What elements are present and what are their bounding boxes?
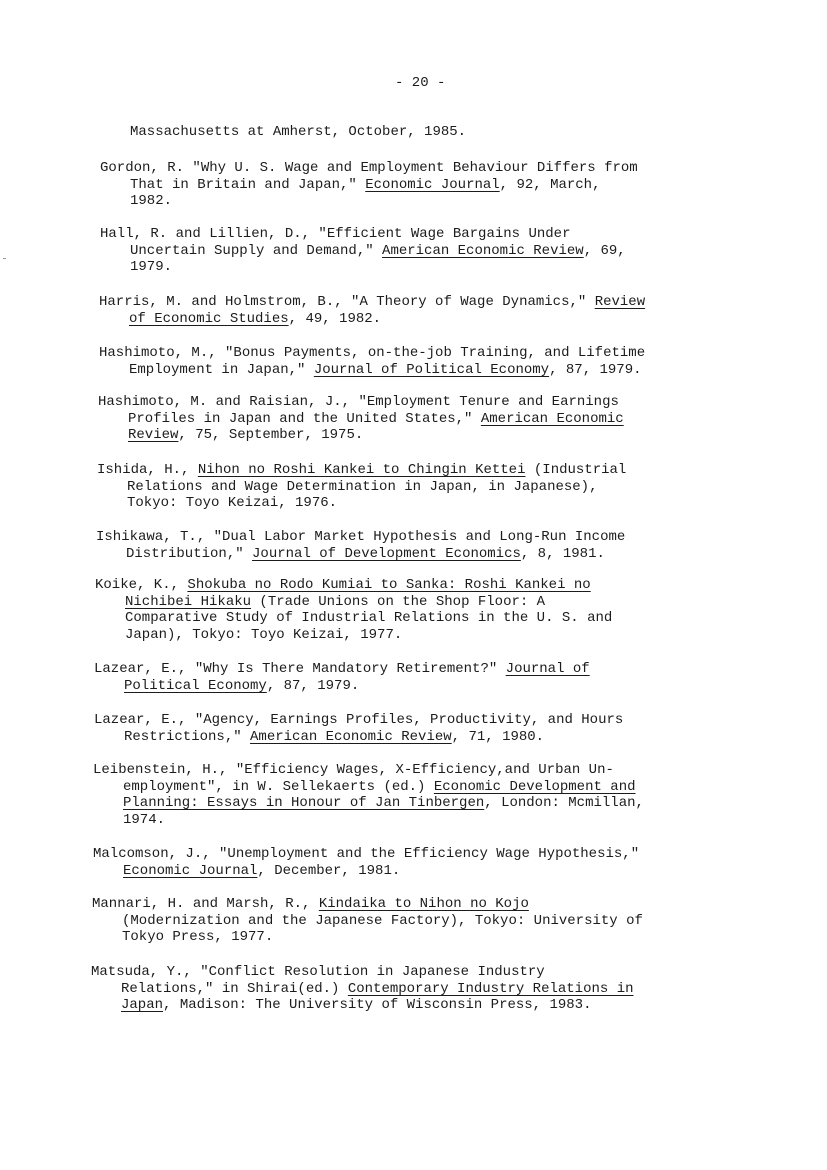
- reference-entry: [99, 345, 645, 378]
- reference-line: [97, 479, 626, 496]
- publication-title: Journal of Development Economics: [252, 545, 521, 562]
- reference-text: Restrictions,": [124, 728, 251, 745]
- reference-line: [100, 259, 626, 276]
- reference-line: [91, 981, 634, 998]
- reference-line: [91, 964, 634, 981]
- reference-entry: [95, 577, 612, 643]
- reference-line: [100, 177, 638, 194]
- reference-text: 1974.: [123, 811, 166, 828]
- reference-line: [94, 678, 590, 695]
- reference-line: [94, 729, 623, 746]
- reference-entry: [93, 762, 644, 828]
- reference-line: [93, 846, 639, 863]
- reference-line: [95, 577, 612, 594]
- reference-text: , December, 1981.: [257, 862, 401, 879]
- reference-line: [92, 929, 643, 946]
- reference-line: [99, 311, 645, 328]
- reference-text: Uncertain Supply and Demand,": [130, 242, 383, 259]
- reference-text: Mannari, H. and Marsh, R.,: [92, 896, 319, 912]
- reference-text: , 49, 1982.: [288, 310, 382, 327]
- reference-text: Tokyo Press, 1977.: [122, 929, 274, 945]
- reference-text: , London: Mcmillan,: [484, 795, 644, 811]
- reference-entry: [96, 529, 625, 562]
- reference-text: Hall, R. and Lillien, D., "Efficient Wage Bargains Under: [100, 226, 571, 242]
- reference-text: Harris, M. and Holmstrom, B., "A Theory of Wage Dynamics,": [99, 294, 595, 310]
- reference-text: 1979.: [130, 259, 173, 275]
- publication-title: Economic Development and: [433, 778, 636, 795]
- reference-entry: [91, 964, 634, 1014]
- publication-title: Nihon no Roshi Kankei to Chingin Kettei: [197, 462, 526, 478]
- reference-text: Tokyo: Toyo Keizai, 1976.: [127, 495, 338, 511]
- reference-line: [93, 779, 644, 796]
- reference-line: [94, 712, 623, 729]
- reference-text: Hashimoto, M., "Bonus Payments, on-the-job Training, and Lifetime: [99, 345, 646, 361]
- reference-line: [96, 529, 625, 546]
- reference-entry: [92, 896, 643, 946]
- reference-line: [92, 896, 643, 913]
- reference-entry: [93, 846, 639, 879]
- reference-text: Distribution,": [126, 545, 253, 562]
- reference-line: [97, 495, 626, 512]
- reference-text: Relations and Wage Determination in Japan, in Japanese),: [127, 478, 598, 495]
- publication-title: American Economic: [480, 410, 624, 427]
- publication-title: Political Economy: [124, 677, 267, 694]
- publication-title: Planning: Essays in Honour of Jan Tinbergen: [123, 795, 485, 811]
- reference-text: , 87, 1979.: [266, 677, 360, 694]
- reference-text: (Industrial: [525, 462, 627, 478]
- reference-line: [95, 594, 612, 611]
- publication-title: Review: [128, 427, 179, 443]
- reference-text: Relations," in Shirai(ed.): [121, 980, 348, 997]
- reference-line: [100, 226, 626, 243]
- publication-title: Journal of Political Economy: [313, 361, 550, 378]
- reference-text: Lazear, E., "Agency, Earnings Profiles, Productivity, and Hours: [94, 712, 624, 728]
- reference-line: [98, 427, 624, 444]
- reference-entry: [98, 394, 624, 444]
- reference-text: Matsuda, Y., "Conflict Resolution in Japanese Industry: [91, 964, 545, 980]
- publication-title: Economic Journal: [123, 862, 258, 879]
- publication-title: of Economic Studies: [129, 310, 289, 327]
- reference-line: [95, 610, 612, 627]
- reference-line: [92, 913, 643, 930]
- reference-text: (Modernization and the Japanese Factory), Tokyo: University of: [122, 912, 643, 929]
- publication-title: Contemporary Industry Relations in: [347, 980, 634, 997]
- publication-title: American Economic Review: [382, 242, 584, 259]
- reference-line: [98, 411, 624, 428]
- reference-text: , 92, March,: [499, 176, 601, 193]
- reference-text: , 87, 1979.: [549, 361, 642, 378]
- reference-line: [94, 661, 590, 678]
- margin-mark: [3, 258, 6, 259]
- page-number: - 20 -: [395, 75, 446, 91]
- reference-text: Gordon, R. "Why U. S. Wage and Employment Behaviour Differs from: [100, 160, 638, 176]
- reference-text: Japan), Tokyo: Toyo Keizai, 1977.: [125, 626, 403, 643]
- reference-text: , 71, 1980.: [451, 728, 545, 745]
- reference-text: , Madison: The University of Wisconsin Press, 1983.: [163, 997, 592, 1013]
- reference-line: [93, 762, 644, 779]
- reference-line: [100, 243, 626, 260]
- reference-line: [99, 345, 645, 362]
- reference-line: [93, 795, 644, 812]
- reference-entry: [100, 160, 638, 210]
- publication-title: Japan: [121, 997, 164, 1013]
- reference-text: Malcomson, J., "Unemployment and the Efficiency Wage Hypothesis,": [93, 846, 640, 862]
- reference-text: , 8, 1981.: [520, 545, 605, 562]
- reference-line: [93, 863, 639, 880]
- reference-text: That in Britain and Japan,": [130, 176, 366, 193]
- publication-title: Nichibei Hikaku: [125, 593, 252, 610]
- reference-line: [95, 627, 612, 644]
- reference-text: Lazear, E., "Why Is There Mandatory Retirement?": [94, 661, 506, 677]
- publication-title: American Economic Review: [250, 728, 452, 745]
- reference-entry: [97, 462, 626, 512]
- reference-text: Employment in Japan,": [129, 361, 314, 378]
- reference-entry: [94, 661, 590, 694]
- reference-text: , 75, September, 1975.: [178, 427, 364, 443]
- reference-entry: [99, 294, 645, 327]
- reference-line: [100, 193, 638, 210]
- reference-line: [100, 124, 466, 141]
- publication-title: Kindaika to Nihon no Kojo: [318, 896, 529, 912]
- reference-text: (Trade Unions on the Shop Floor: A: [251, 593, 546, 610]
- reference-line: [96, 546, 625, 563]
- publication-title: Shokuba no Rodo Kumiai to Sanka: Roshi Kankei no: [187, 577, 591, 593]
- reference-line: [99, 362, 645, 379]
- reference-line: [98, 394, 624, 411]
- reference-text: , 69,: [583, 242, 626, 259]
- publication-title: Economic Journal: [365, 176, 500, 193]
- reference-text: Profiles in Japan and the United States,": [128, 410, 481, 427]
- reference-text: 1982.: [130, 193, 173, 209]
- reference-entry: [94, 712, 623, 745]
- reference-text: Massachusetts at Amherst, October, 1985.: [130, 124, 467, 140]
- reference-line: [93, 812, 644, 829]
- reference-line: [99, 294, 645, 311]
- reference-text: Ishikawa, T., "Dual Labor Market Hypothesis and Long-Run Income: [96, 529, 626, 545]
- publication-title: Review: [594, 294, 646, 310]
- reference-line: [100, 160, 638, 177]
- reference-line: [91, 997, 634, 1014]
- reference-text: Koike, K.,: [95, 577, 188, 593]
- reference-text: Ishida, H.,: [97, 462, 198, 478]
- reference-line: [97, 462, 626, 479]
- publication-title: Journal of: [505, 661, 590, 677]
- reference-entry: [100, 124, 466, 141]
- reference-entry: [100, 226, 626, 276]
- reference-text: Hashimoto, M. and Raisian, J., "Employment Tenure and Earnings: [98, 394, 619, 410]
- reference-text: employment", in W. Sellekaerts (ed.): [123, 778, 434, 795]
- reference-text: Comparative Study of Industrial Relations in the U. S. and: [125, 610, 613, 626]
- reference-text: Leibenstein, H., "Efficiency Wages, X-Efficiency,and Urban Un-: [93, 762, 614, 778]
